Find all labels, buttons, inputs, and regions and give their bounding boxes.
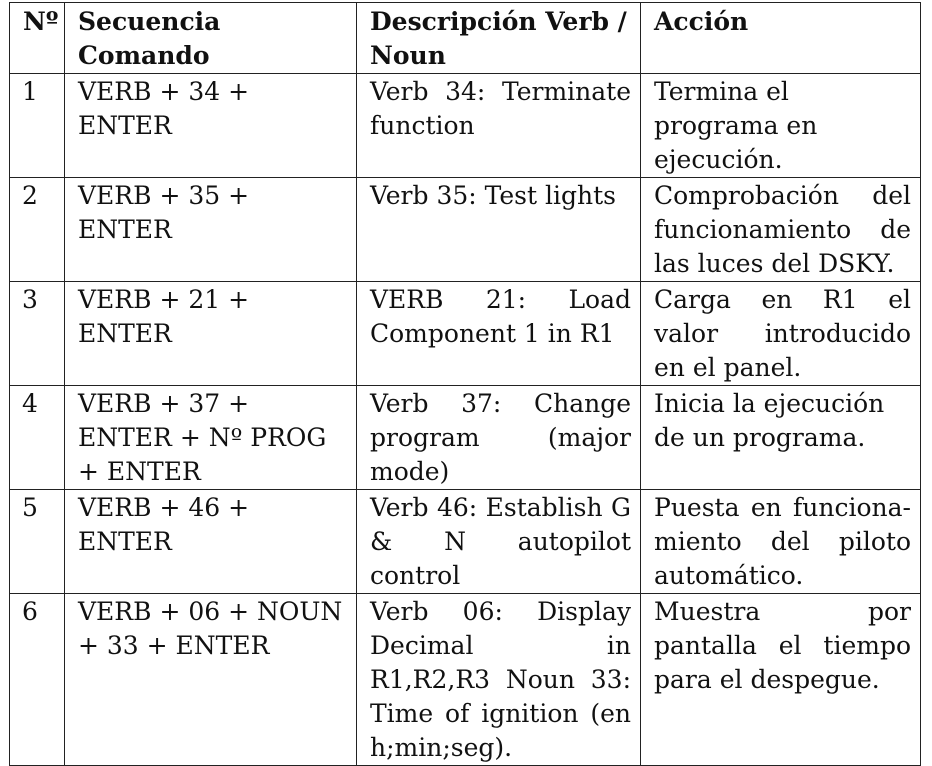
description-cell: Verb 34: Terminate function <box>357 74 641 178</box>
row-number: 5 <box>10 490 65 594</box>
action-cell: Puesta en funcionamiento del piloto automático. <box>641 490 921 594</box>
action-cell: Muestra por pantalla el tiempo para el despegue. <box>641 594 921 766</box>
header-number: Nº <box>10 3 65 74</box>
command-sequence-cell: VERB + 34 + ENTER <box>65 74 357 178</box>
header-command-sequence: Secuencia Comando <box>65 3 357 74</box>
table-header-row <box>10 3 921 74</box>
header-action: Acción <box>641 3 921 74</box>
description-cell: Verb 06: Display Decimal in R1,R2,R3 Noun 33: Time of ignition (en h;min;seg). <box>357 594 641 766</box>
row-number: 4 <box>10 386 65 490</box>
table-row <box>10 282 921 386</box>
table-row <box>10 594 921 766</box>
commands-table <box>9 2 921 766</box>
row-number: 1 <box>10 74 65 178</box>
command-sequence-cell: VERB + 37 + ENTER + Nº PROG + ENTER <box>65 386 357 490</box>
action-cell: Inicia la ejecución de un programa. <box>641 386 921 490</box>
description-cell: VERB 21: Load Component 1 in R1 <box>357 282 641 386</box>
command-sequence-cell: VERB + 35 + ENTER <box>65 178 357 282</box>
description-cell: Verb 46: Establish G & N autopilot control <box>357 490 641 594</box>
row-number: 2 <box>10 178 65 282</box>
table-row <box>10 74 921 178</box>
action-cell: Comprobación del funcionamiento de las luces del DSKY. <box>641 178 921 282</box>
action-cell: Carga en R1 el valor introducido en el panel. <box>641 282 921 386</box>
command-sequence-cell: VERB + 46 + ENTER <box>65 490 357 594</box>
table-row <box>10 490 921 594</box>
table-row <box>10 386 921 490</box>
row-number: 6 <box>10 594 65 766</box>
action-cell: Termina el programa en ejecución. <box>641 74 921 178</box>
header-description: Descripción Verb / Noun <box>357 3 641 74</box>
row-number: 3 <box>10 282 65 386</box>
description-cell: Verb 37: Change program (major mode) <box>357 386 641 490</box>
table-row <box>10 178 921 282</box>
description-cell: Verb 35: Test lights <box>357 178 641 282</box>
command-sequence-cell: VERB + 06 + NOUN + 33 + ENTER <box>65 594 357 766</box>
command-sequence-cell: VERB + 21 + ENTER <box>65 282 357 386</box>
